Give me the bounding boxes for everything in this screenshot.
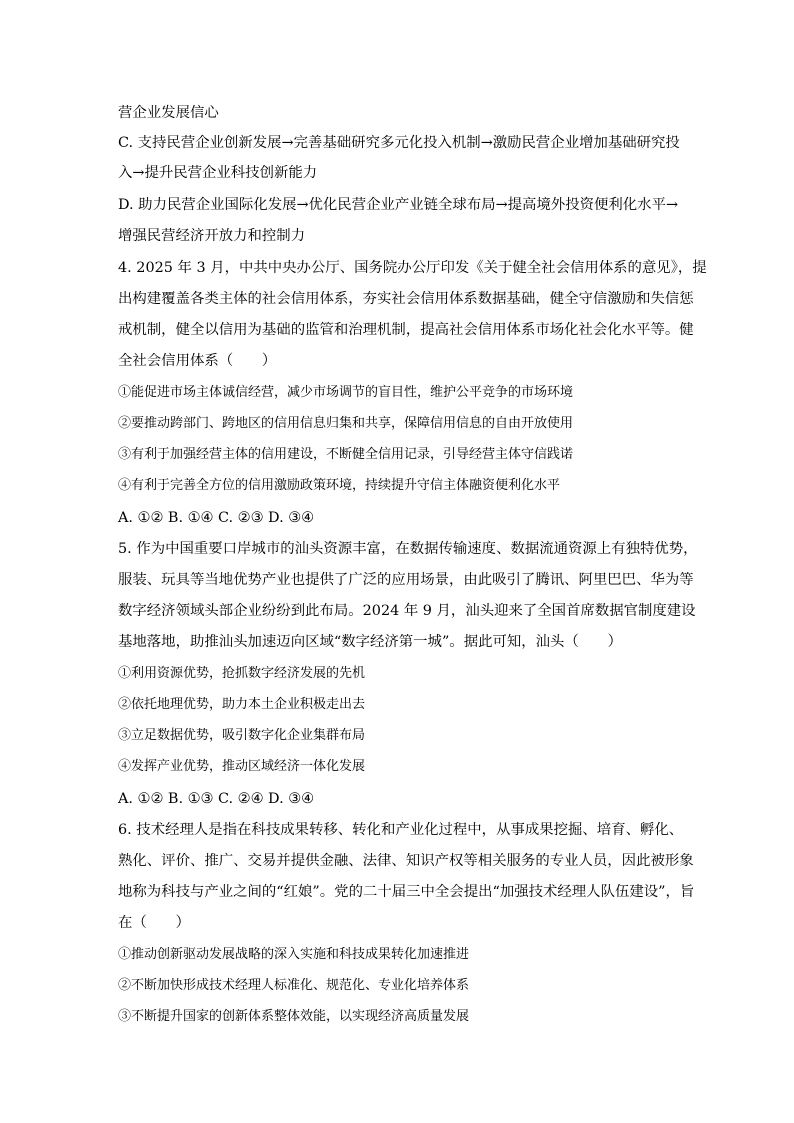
question-4-stem-line-4: 全社会信用体系（ ） <box>118 353 277 369</box>
question-5-statement-3: ③立足数据优势，吸引数字化企业集群布局 <box>118 728 366 743</box>
question-5-stem-line-4: 基地落地，助推汕头加速迈向区域“数字经济第一城”。据此可知，汕头（ ） <box>118 634 622 650</box>
question-6-stem-line-1: 6. 技术经理人是指在科技成果转移、转化和产业化过程中，从事成果挖掘、培育、孵化、 <box>118 822 684 838</box>
question-3-option-c-line-1: C. 支持民营企业创新发展→完善基础研究多元化投入机制→激励民营企业增加基础研究投 <box>118 135 680 151</box>
question-5-statement-4: ④发挥产业优势，推动区域经济一体化发展 <box>118 759 366 774</box>
question-4-statement-4: ④有利于完善全方位的信用激励政策环境，持续提升守信主体融资便利化水平 <box>118 478 561 493</box>
question-4-stem-line-2: 出构建覆盖各类主体的社会信用体系，夯实社会信用体系数据基础，健全守信激励和失信惩 <box>118 291 694 307</box>
question-5-statement-2: ②依托地理优势，助力本土企业积极走出去 <box>118 697 366 712</box>
question-5-statement-1: ①利用资源优势，抢抓数字经济发展的先机 <box>118 666 366 681</box>
question-6-statement-1: ①推动创新驱动发展战略的深入实施和科技成果转化加速推进 <box>118 947 470 962</box>
question-5-choices: A. ①② B. ①③ C. ②④ D. ③④ <box>118 791 315 807</box>
question-6-statement-2: ②不断加快形成技术经理人标准化、规范化、专业化培养体系 <box>118 978 470 993</box>
question-5-stem-line-1: 5. 作为中国重要口岸城市的汕头资源丰富，在数据传输速度、数据流通资源上有独特优势， <box>118 541 698 557</box>
question-4-statement-2: ②要推动跨部门、跨地区的信用信息归集和共享，保障信用信息的自由开放使用 <box>118 416 574 431</box>
question-4-stem-line-1: 4. 2025 年 3 月，中共中央办公厅、国务院办公厅印发《关于健全社会信用体系的意见》，提 <box>118 260 707 276</box>
question-6-stem-line-3: 地称为科技与产业之间的“红娘”。党的二十届三中全会提出“加强技术经理人队伍建设”，旨 <box>118 884 695 900</box>
text-line: 营企业发展信心 <box>118 105 219 121</box>
question-4-statement-3: ③有利于加强经营主体的信用建设，不断健全信用记录，引导经营主体守信践诺 <box>118 447 574 462</box>
question-5-stem-line-3: 数字经济领域头部企业纷纷到此布局。2024 年 9 月，汕头迎来了全国首席数据官制度建设 <box>118 603 696 619</box>
question-6-stem-line-4: 在（ ） <box>118 915 190 931</box>
question-3-option-d-line-1: D. 助力民营企业国际化发展→优化民营企业产业链全球布局→提高境外投资便利化水平→ <box>118 197 679 213</box>
question-3-option-c-line-2: 入→提升民营企业科技创新能力 <box>118 165 318 181</box>
question-6-statement-3: ③不断提升国家的创新体系整体效能，以实现经济高质量发展 <box>118 1009 470 1024</box>
question-4-stem-line-3: 戒机制，健全以信用为基础的监管和治理机制，提高社会信用体系市场化社会化水平等。健 <box>118 322 694 338</box>
question-3-option-d-line-2: 增强民营经济开放力和控制力 <box>118 228 306 244</box>
question-5-stem-line-2: 服装、玩具等当地优势产业也提供了广泛的应用场景，由此吸引了腾讯、阿里巴巴、华为等 <box>118 572 694 588</box>
question-4-choices: A. ①② B. ①④ C. ②③ D. ③④ <box>118 510 315 526</box>
question-4-statement-1: ①能促进市场主体诚信经营，减少市场调节的盲目性，维护公平竞争的市场环境 <box>118 385 574 400</box>
question-6-stem-line-2: 熟化、评价、推广、交易并提供金融、法律、知识产权等相关服务的专业人员，因此被形象 <box>118 853 694 869</box>
